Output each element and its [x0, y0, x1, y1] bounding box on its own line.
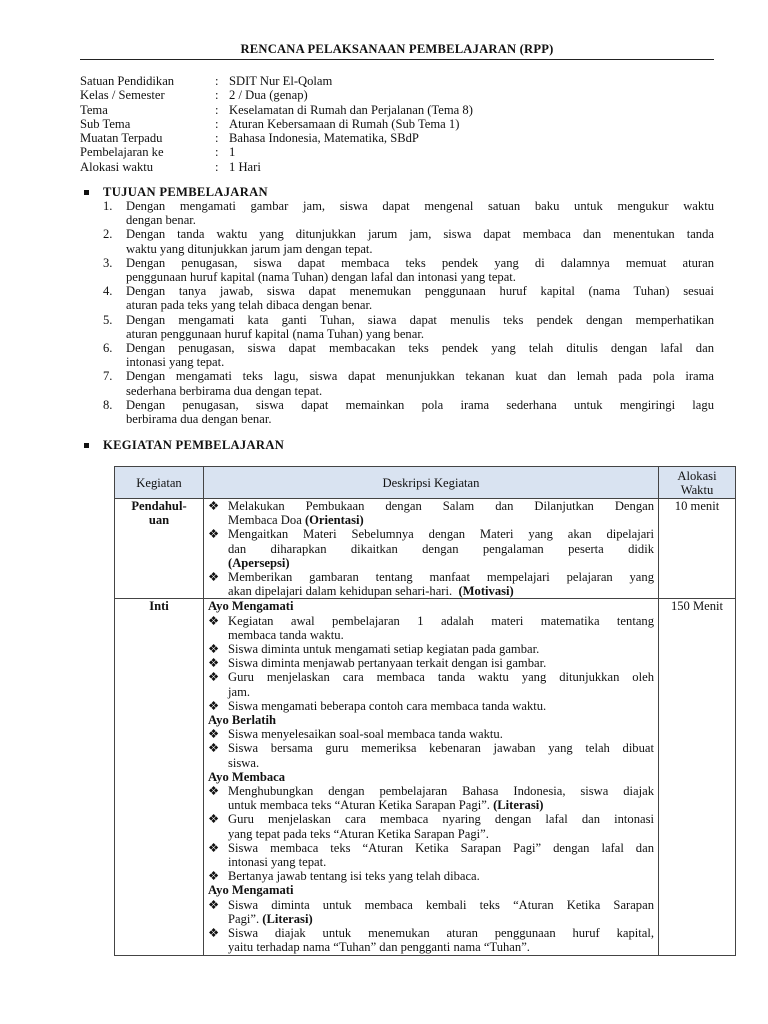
subsection-title: Ayo Mengamati: [208, 599, 294, 614]
diamond-bullet-icon: ❖: [208, 698, 220, 713]
diamond-bullet-icon: ❖: [208, 897, 220, 912]
diamond-bullet-icon: ❖: [208, 784, 220, 799]
list-item: [103, 398, 714, 426]
activity-time: 150 Menit: [659, 599, 736, 955]
section-heading-kegiatan: [84, 438, 284, 453]
info-row: [80, 74, 714, 88]
header-kegiatan: Kegiatan: [115, 467, 204, 499]
diamond-bullet-icon: ❖: [208, 499, 220, 513]
list-item: [103, 341, 714, 369]
subsection-title: Ayo Membaca: [208, 769, 286, 784]
list-number: 7.: [103, 369, 113, 384]
list-item: [103, 284, 714, 312]
table-row: [115, 599, 736, 955]
list-text: waktu yang ditunjukkan jarum jam dengan tepat.: [126, 241, 373, 256]
identity-block: [80, 74, 714, 174]
info-value: 1: [229, 145, 236, 160]
list-item: ❖ Siswa bersama guru memeriksa kebenaran jawaban yang telah dibuat siswa.: [208, 741, 654, 770]
info-label: Kelas / Semester: [80, 88, 165, 103]
section-heading-text: KEGIATAN PEMBELAJARAN: [103, 438, 285, 452]
header-deskripsi: Deskripsi Kegiatan: [204, 467, 659, 499]
info-value: 2 / Dua (genap): [229, 88, 308, 103]
list-item: [103, 313, 714, 341]
subsection-title: Ayo Mengamati: [208, 883, 294, 898]
info-colon: :: [215, 74, 219, 88]
info-row: [80, 103, 714, 117]
diamond-bullet-icon: ❖: [208, 642, 220, 657]
info-colon: :: [215, 102, 219, 117]
activity-time: 10 menit: [659, 499, 736, 599]
list-item: ❖ Siswa membaca teks “Aturan Ketika Sarapan Pagi” dengan lafal dan intonasi yang tepat.: [208, 840, 654, 870]
table-header-row: [115, 467, 736, 499]
list-item: ❖ Siswa mengamati beberapa contoh cara membaca tanda waktu.: [208, 698, 547, 713]
diamond-bullet-icon: ❖: [208, 656, 220, 671]
list-item: ❖ Menghubungkan dengan pembelajaran Bahasa Indonesia, siswa diajak untuk membaca teks “Aturan Ketika Sarapan Pagi”. (Literasi): [208, 784, 654, 813]
list-item: ❖ Siswa diminta untuk membaca kembali teks “Aturan Ketika Sarapan Pagi”. (Literasi): [208, 897, 654, 926]
activity-description: [204, 599, 659, 955]
list-item: ❖ Siswa diajak untuk menemukan aturan penggunaan huruf kapital, yaitu terhadap nama “Tuhan” dan pengganti nama “Tuhan”.: [208, 926, 654, 955]
list-number: 2.: [103, 227, 113, 242]
table-row: [115, 499, 736, 599]
diamond-bullet-icon: ❖: [208, 570, 220, 585]
list-item: ❖ Siswa diminta untuk mengamati setiap kegiatan pada gambar.: [208, 642, 540, 657]
section-heading-text: TUJUAN PEMBELAJARAN: [103, 185, 268, 199]
diamond-bullet-icon: ❖: [208, 926, 220, 941]
diamond-bullet-icon: ❖: [208, 840, 220, 855]
diamond-bullet-icon: ❖: [208, 727, 220, 742]
list-item: ❖ Memberikan gambaran tentang manfaat mempelajari pelajaran yang akan dipelajari dalam kehidupan sehari-hari. (Motivasi): [208, 570, 654, 599]
list-number: 5.: [103, 312, 113, 327]
activity-name: Pendahul- uan: [115, 499, 204, 599]
diamond-bullet-icon: ❖: [208, 869, 220, 884]
list-text: berbirama dua dengan benar.: [126, 412, 272, 427]
info-row: [80, 117, 714, 131]
diamond-bullet-icon: ❖: [208, 670, 220, 685]
list-item: ❖ Guru menjelaskan cara membaca tanda waktu yang ditunjukkan oleh jam.: [208, 670, 654, 699]
square-bullet-icon: [84, 443, 89, 448]
list-text: sederhana berbirama dua dengan tepat.: [126, 383, 323, 398]
info-colon: :: [215, 145, 219, 160]
list-text: Dengan tanda waktu yang ditunjukkan jarum jam, siswa dapat membaca dan menentukan tanda: [126, 227, 714, 242]
info-value: SDIT Nur El-Qolam: [229, 74, 333, 88]
list-item: [103, 369, 714, 397]
list-item: ❖ Kegiatan awal pembelajaran 1 adalah materi matematika tentang membaca tanda waktu.: [208, 613, 654, 642]
list-text: penggunaan huruf kapital (nama Tuhan) dengan lafal dan intonasi yang tepat.: [126, 270, 516, 285]
list-item: [103, 256, 714, 284]
info-colon: :: [215, 131, 219, 146]
list-item: ❖ Melakukan Pembukaan dengan Salam dan Dilanjutkan Dengan Membaca Doa (Orientasi): [208, 499, 654, 528]
activity-description: [204, 499, 659, 599]
list-number: 8.: [103, 397, 113, 412]
list-text: aturan pada teks yang telah dibaca dengan benar.: [126, 298, 373, 313]
info-label: Satuan Pendidikan: [80, 74, 175, 88]
info-value: Bahasa Indonesia, Matematika, SBdP: [229, 131, 419, 146]
subsection-title: Ayo Berlatih: [208, 713, 276, 728]
list-text: Dengan penugasan, siswa dapat membacakan teks pendek yang telah ditulis dengan lafal dan: [126, 341, 714, 356]
list-number: 3.: [103, 255, 113, 270]
info-label: Alokasi waktu: [80, 159, 154, 174]
info-label: Tema: [80, 102, 108, 117]
list-text: Dengan penugasan, siswa dapat membaca teks pendek yang di dalamnya memuat aturan: [126, 255, 714, 270]
list-text: Dengan mengamati kata ganti Tuhan, siawa dapat menulis teks pendek dengan memperhatikan: [126, 312, 714, 327]
list-item: ❖ Bertanya jawab tentang isi teks yang telah dibaca.: [208, 869, 480, 884]
info-label: Pembelajaran ke: [80, 145, 164, 160]
info-colon: :: [215, 88, 219, 103]
list-item: ❖ Siswa menyelesaikan soal-soal membaca tanda waktu.: [208, 727, 503, 742]
list-text: intonasi yang tepat.: [126, 355, 225, 370]
section-heading-tujuan: [84, 185, 268, 200]
info-row: [80, 145, 714, 159]
list-item: ❖ Siswa diminta menjawab pertanyaan terkait dengan isi gambar.: [208, 656, 547, 671]
list-text: aturan penggunaan huruf kapital (nama Tuhan) yang benar.: [126, 326, 424, 341]
info-label: Muatan Terpadu: [80, 131, 163, 146]
diamond-bullet-icon: ❖: [208, 613, 220, 628]
list-text: dengan benar.: [126, 213, 196, 228]
list-number: 1.: [103, 199, 113, 213]
tujuan-list: [103, 199, 714, 426]
diamond-bullet-icon: ❖: [208, 812, 220, 827]
info-colon: :: [215, 159, 219, 174]
info-value: 1 Hari: [229, 159, 261, 174]
activity-name: Inti: [115, 599, 204, 955]
info-row: [80, 160, 714, 174]
info-value: Keselamatan di Rumah dan Perjalanan (Tema 8): [229, 102, 473, 117]
list-text: Dengan penugasan, siswa dapat memainkan pola irama sederhana untuk mengiringi lagu: [126, 397, 714, 412]
info-value: Aturan Kebersamaan di Rumah (Sub Tema 1): [229, 116, 460, 131]
list-number: 6.: [103, 341, 113, 356]
document-title: RENCANA PELAKSANAAN PEMBELAJARAN (RPP): [240, 42, 554, 56]
header-alokasi: Alokasi Waktu: [659, 467, 736, 499]
list-number: 4.: [103, 284, 113, 299]
info-row: [80, 131, 714, 145]
diamond-bullet-icon: ❖: [208, 527, 220, 542]
list-item: ❖ Mengaitkan Materi Sebelumnya dengan Materi yang akan dipelajari dan diharapkan dikaitkan dengan pengalaman peserta didik (Apersepsi): [208, 527, 654, 570]
list-item: [103, 227, 714, 255]
title-divider: [80, 59, 714, 60]
list-text: Dengan tanya jawab, siswa dapat menemukan penggunaan huruf kapital (nama Tuhan) sesuai: [126, 284, 714, 299]
list-text: Dengan mengamati gambar jam, siswa dapat mengenal satuan baku untuk mengukur waktu: [126, 199, 714, 213]
diamond-bullet-icon: ❖: [208, 741, 220, 756]
info-colon: :: [215, 116, 219, 131]
info-row: [80, 88, 714, 102]
square-bullet-icon: [84, 190, 89, 195]
activity-table: [114, 466, 736, 956]
list-item: [103, 199, 714, 227]
info-label: Sub Tema: [80, 116, 131, 131]
list-item: ❖ Guru menjelaskan cara membaca nyaring dengan lafal dan intonasi yang tepat pada teks “Aturan Ketika Sarapan Pagi”.: [208, 812, 654, 841]
list-text: Dengan mengamati teks lagu, siswa dapat menunjukkan tekanan kuat dan lemah pada pola irama: [126, 369, 714, 384]
